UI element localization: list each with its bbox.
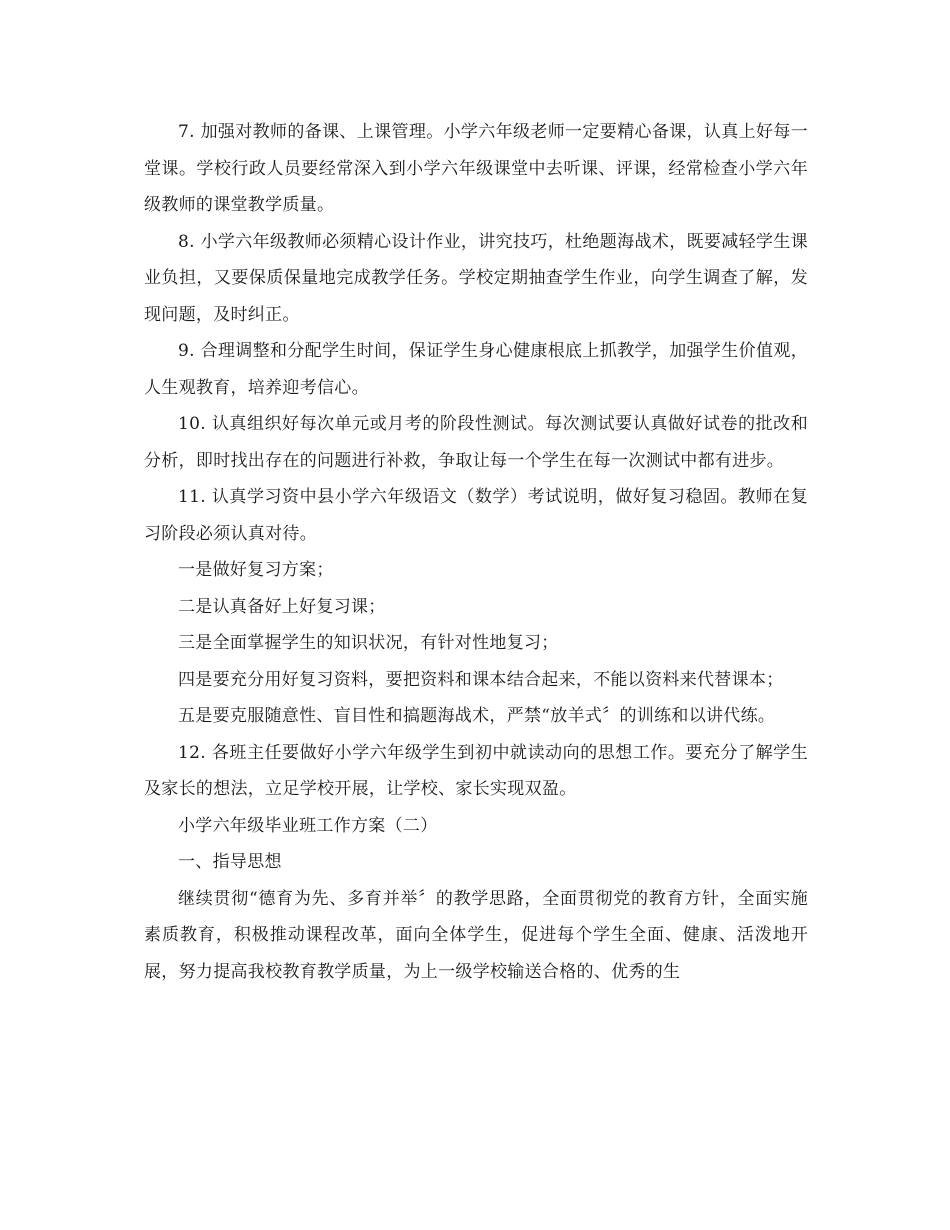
document-body — [144, 114, 808, 990]
body-paragraph: 继续贯彻“德育为先、多育并举〞的教学思路，全面贯彻党的教育方针，全面实施素质教育，积极推动课程改革，面向全体学生，促进每个学生全面、健康、活泼地开展，努力提高我校教育教学质量，为上一级学校输送合格的、优秀的生 — [144, 888, 808, 982]
paragraph-item-12: 12. 各班主任要做好小学六年级学生到初中就读动向的思想工作。要充分了解学生及家长的想法，立足学校开展，让学校、家长实现双盈。 — [144, 742, 808, 799]
paragraph-item-8: 8. 小学六年级教师必须精心设计作业，讲究技巧，杜绝题海战术，既要减轻学生课业负担，又要保质保量地完成教学任务。学校定期抽查学生作业，向学生调查了解，发现问题，及时纠正。 — [144, 231, 808, 325]
sub-item-2: 二是认真备好上好复习课； — [178, 596, 386, 617]
section-title: 小学六年级毕业班工作方案（二） — [178, 815, 438, 836]
paragraph-item-11: 11. 认真学习资中县小学六年级语文（数学）考试说明，做好复习稳固。教师在复习阶段必须认真对待。 — [144, 487, 808, 544]
section-heading: 一、指导思想 — [178, 852, 282, 872]
sub-item-4: 四是要充分用好复习资料，要把资料和课本结合起来，不能以资料来代替课本； — [178, 669, 784, 690]
sub-item-5: 五是要克服随意性、盲目性和搞题海战术，严禁“放羊式〞的训练和以讲代练。 — [178, 706, 776, 726]
sub-item-3: 三是全面掌握学生的知识状况，有针对性地复习； — [178, 633, 559, 653]
sub-item-1: 一是做好复习方案； — [178, 560, 334, 580]
paragraph-item-9: 9. 合理调整和分配学生时间，保证学生身心健康根底上抓教学，加强学生价值观，人生观教育，培养迎考信心。 — [144, 341, 808, 398]
paragraph-item-10: 10. 认真组织好每次单元或月考的阶段性测试。每次测试要认真做好试卷的批改和分析，即时找出存在的问题进行补救，争取让每一个学生在每一次测试中都有进步。 — [144, 414, 808, 471]
paragraph-item-7: 7. 加强对教师的备课、上课管理。小学六年级老师一定要精心备课，认真上好每一堂课。学校行政人员要经常深入到小学六年级课堂中去听课、评课，经常检查小学六年级教师的课堂教学质量。 — [144, 122, 808, 215]
